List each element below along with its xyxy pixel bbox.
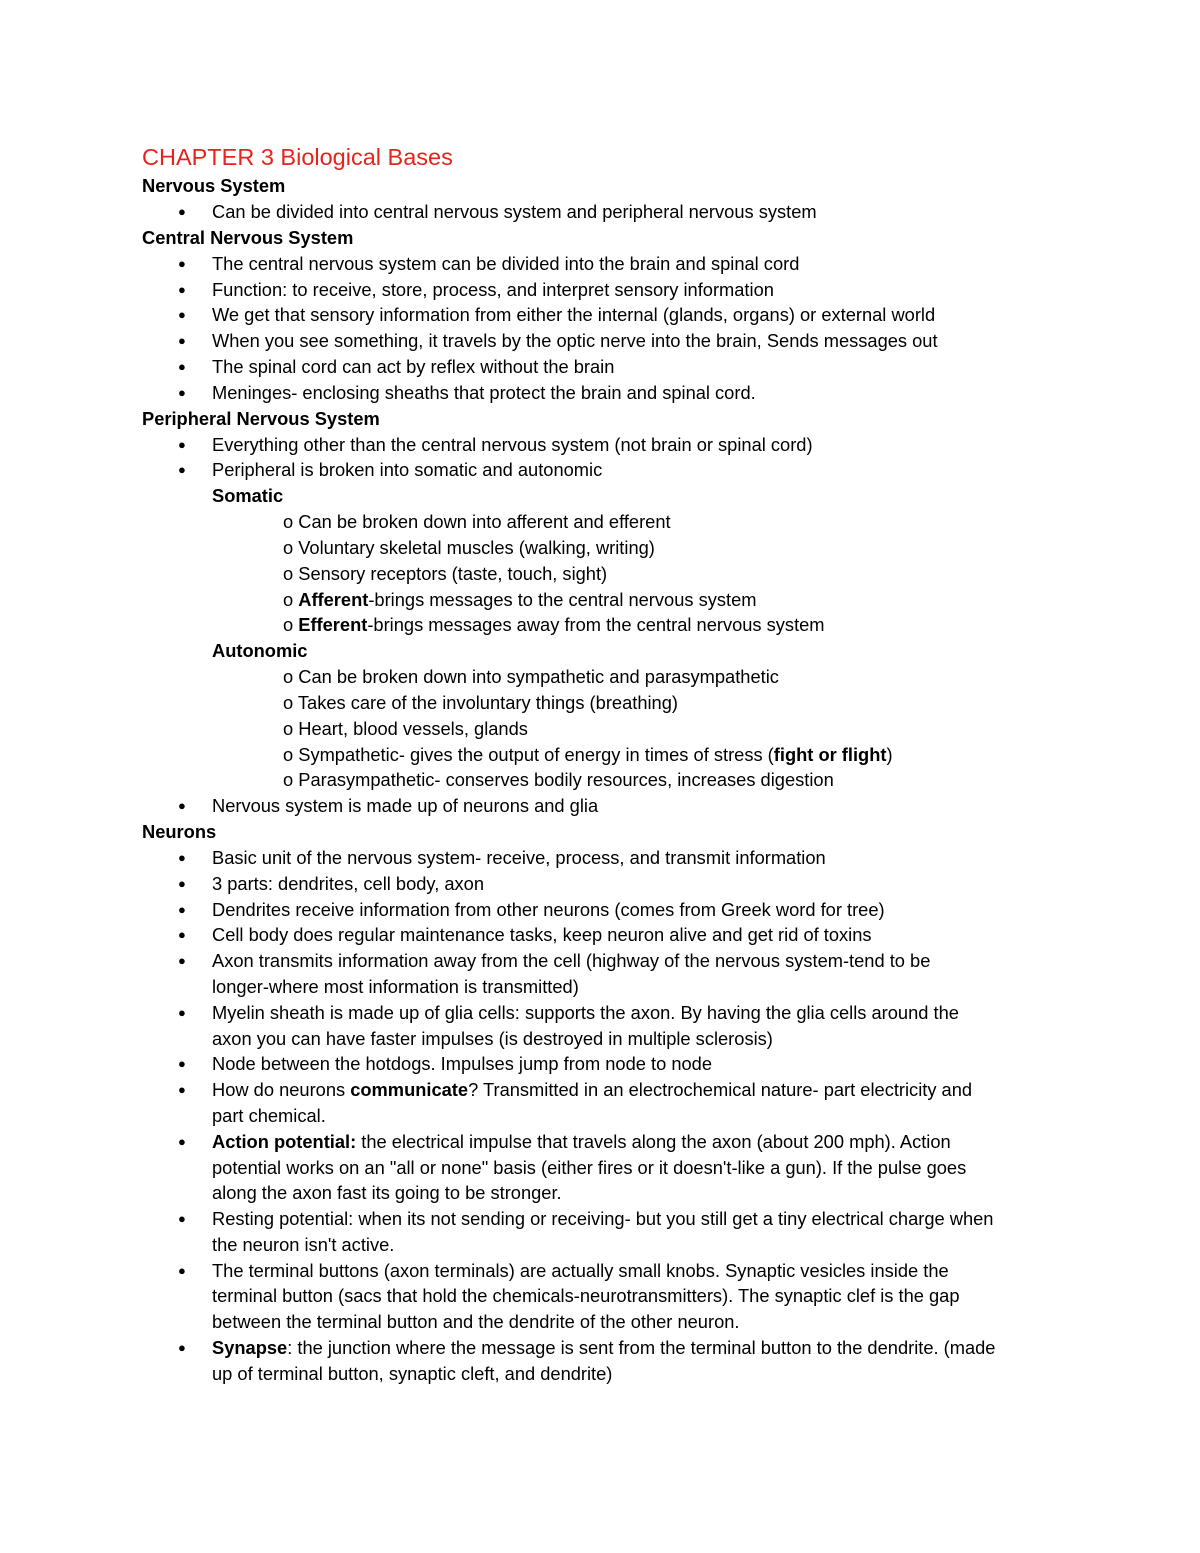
bullet-icon: ● <box>178 875 186 891</box>
list-item: ● Can be divided into central nervous system and peripheral nervous system <box>142 199 1072 225</box>
bullet-icon: ● <box>178 1082 186 1098</box>
list-item: ● Cell body does regular maintenance tasks, keep neuron alive and get rid of toxins <box>142 922 1072 948</box>
list-item: ● Myelin sheath is made up of glia cells: supports the axon. By having the glia cells around the <box>142 1000 1072 1026</box>
bullet-icon: ● <box>178 798 186 814</box>
term-efferent: Efferent <box>298 614 368 636</box>
bullet-icon: ● <box>178 927 186 943</box>
sub-list-item: o Takes care of the involuntary things (breathing) <box>283 691 678 713</box>
sub-list-item: o Can be broken down into afferent and efferent <box>283 511 671 533</box>
list-item-continuation: along the axon fast its going to be stronger. <box>212 1182 562 1204</box>
heading-cns: Central Nervous System <box>142 226 354 248</box>
list-item: ● The central nervous system can be divided into the brain and spinal cord <box>142 251 1072 277</box>
list-item-continuation: axon you can have faster impulses (is destroyed in multiple sclerosis) <box>212 1027 773 1049</box>
list-item: ● Resting potential: when its not sending or receiving- but you still get a tiny electrical charge when <box>142 1206 1072 1232</box>
list-item: ● Synapse: the junction where the message is sent from the terminal button to the dendrite. (made <box>142 1335 1072 1361</box>
list-item-continuation: longer-where most information is transmitted) <box>212 975 579 997</box>
bullet-icon: ● <box>178 462 186 478</box>
list-item: ● We get that sensory information from either the internal (glands, organs) or external world <box>142 302 1072 328</box>
list-item: ● Dendrites receive information from other neurons (comes from Greek word for tree) <box>142 897 1072 923</box>
heading-neurons: Neurons <box>142 820 217 842</box>
list-item: ● Function: to receive, store, process, and interpret sensory information <box>142 277 1072 303</box>
document-page <box>142 140 1072 1387</box>
sub-list-item: o Can be broken down into sympathetic and parasympathetic <box>283 666 779 688</box>
subheading-autonomic: Autonomic <box>212 640 308 662</box>
bullet-icon: ● <box>178 1004 186 1020</box>
list-item: ● Action potential: the electrical impulse that travels along the axon (about 200 mph). Action <box>142 1129 1072 1155</box>
list-item-continuation: potential works on an "all or none" basis (either fires or it doesn't-like a gun). If the pulse goes <box>212 1156 967 1178</box>
list-item: ● Meninges- enclosing sheaths that protect the brain and spinal cord. <box>142 380 1072 406</box>
list-item: ● The terminal buttons (axon terminals) are actually small knobs. Synaptic vesicles inside the <box>142 1258 1072 1284</box>
term-afferent: Afferent <box>298 588 369 610</box>
term-fight-or-flight: fight or flight <box>773 743 887 765</box>
bullet-icon: ● <box>178 255 186 271</box>
bullet-icon: ● <box>178 1211 186 1227</box>
list-item-continuation: terminal button (sacs that hold the chemicals-neurotransmitters). The synaptic clef is the gap <box>212 1285 960 1307</box>
sub-list-item: o Sympathetic- gives the output of energy in times of stress (fight or flight) <box>283 743 893 765</box>
bullet-icon: ● <box>178 953 186 969</box>
list-item: ● 3 parts: dendrites, cell body, axon <box>142 871 1072 897</box>
bullet-icon: ● <box>178 901 186 917</box>
sub-list-item: o Sensory receptors (taste, touch, sight) <box>283 562 608 584</box>
list-item-continuation: the neuron isn't active. <box>212 1233 395 1255</box>
sub-list-item: o Voluntary skeletal muscles (walking, writing) <box>283 536 655 558</box>
list-item: ● Everything other than the central nervous system (not brain or spinal cord) <box>142 432 1072 458</box>
sub-list-item: o Efferent-brings messages away from the central nervous system <box>283 614 825 636</box>
bullet-icon: ● <box>178 1340 186 1356</box>
heading-pns: Peripheral Nervous System <box>142 407 380 429</box>
list-item: ● Basic unit of the nervous system- receive, process, and transmit information <box>142 845 1072 871</box>
list-item: ● Peripheral is broken into somatic and autonomic <box>142 457 1072 483</box>
bullet-icon: ● <box>178 849 186 865</box>
term-synapse: Synapse <box>212 1337 288 1359</box>
bullet-icon: ● <box>178 204 186 219</box>
list-item: ● When you see something, it travels by the optic nerve into the brain, Sends messages out <box>142 328 1072 354</box>
heading-nervous-system: Nervous System <box>142 175 286 196</box>
list-item-continuation: between the terminal button and the dendrite of the other neuron. <box>212 1311 740 1333</box>
list-item: ● Node between the hotdogs. Impulses jump from node to node <box>142 1051 1072 1077</box>
list-item: ● The spinal cord can act by reflex without the brain <box>142 354 1072 380</box>
list-item-continuation: part chemical. <box>212 1104 326 1126</box>
bullet-icon: ● <box>178 436 186 452</box>
term-communicate: communicate <box>350 1079 469 1101</box>
bullet-icon: ● <box>178 384 186 400</box>
chapter-title: CHAPTER 3 Biological Bases <box>142 144 453 170</box>
list-item: ● How do neurons communicate? Transmitted in an electrochemical nature- part electricity and <box>142 1077 1072 1103</box>
bullet-icon: ● <box>178 1056 186 1072</box>
term-action-potential: Action potential: <box>212 1130 357 1152</box>
subheading-somatic: Somatic <box>212 485 284 507</box>
sub-list-item: o Parasympathetic- conserves bodily resources, increases digestion <box>283 769 834 791</box>
list-item: ● Axon transmits information away from the cell (highway of the nervous system-tend to be <box>142 948 1072 974</box>
bullet-icon: ● <box>178 358 186 374</box>
list-item: ● Nervous system is made up of neurons and glia <box>142 793 1072 819</box>
list-item-continuation: up of terminal button, synaptic cleft, and dendrite) <box>212 1362 613 1384</box>
sub-list-item: o Afferent-brings messages to the central nervous system <box>283 588 757 610</box>
sub-list-item: o Heart, blood vessels, glands <box>283 717 528 739</box>
bullet-icon: ● <box>178 1133 186 1149</box>
bullet-icon: ● <box>178 1262 186 1278</box>
bullet-icon: ● <box>178 281 186 297</box>
bullet-icon: ● <box>178 307 186 323</box>
bullet-icon: ● <box>178 333 186 349</box>
